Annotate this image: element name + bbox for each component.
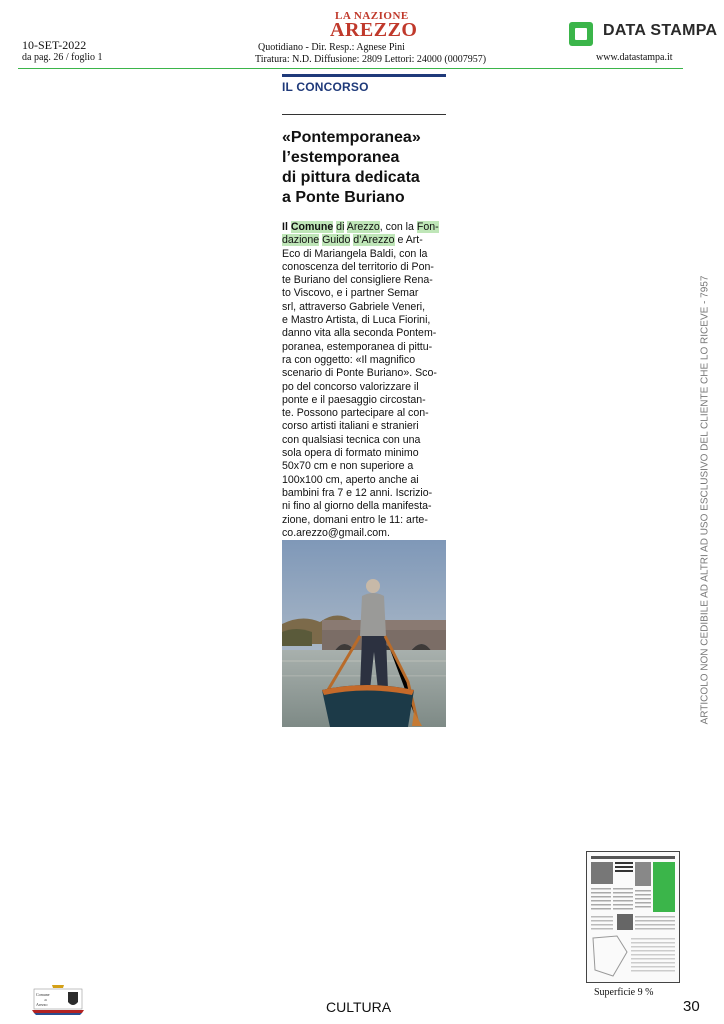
body-line: danno vita alla seconda Pontem- xyxy=(282,327,437,340)
highlight-guido: Guido xyxy=(322,234,351,247)
highlight-d-arezzo: d’Arezzo xyxy=(353,234,395,247)
masthead-main: AREZZO xyxy=(330,19,418,41)
body-line: te Buriano del consigliere Rena- xyxy=(282,274,433,287)
highlight-fondazione: Fon- xyxy=(416,221,439,233)
datastampa-logo-icon xyxy=(569,22,593,46)
body-text: e Art- xyxy=(394,234,423,247)
thumbnail-caption: Superficie 9 % xyxy=(594,987,654,998)
highlight-comune: Comune xyxy=(290,221,334,233)
body-line: ponte e il paesaggio circostan- xyxy=(282,393,426,406)
body-line xyxy=(282,221,446,234)
body-line: te. Possono partecipare al con- xyxy=(282,407,429,420)
body-text: , con la xyxy=(379,221,417,233)
clip-date: 10-SET-2022 xyxy=(22,38,87,52)
body-line: co.arezzo@gmail.com. xyxy=(282,526,390,539)
page-thumbnail xyxy=(586,851,680,983)
header-divider xyxy=(18,68,683,69)
body-line: zione, domani entro le 11: arte- xyxy=(282,513,428,526)
clip-pages: da pag. 26 / foglio 1 xyxy=(22,52,103,63)
crest-line3: Arezzo xyxy=(36,1002,48,1007)
body-line: to Viscovo, e i partner Semar xyxy=(282,287,419,300)
body-line xyxy=(282,234,446,247)
headline-line: a Ponte Buriano xyxy=(282,189,405,206)
body-line: 100x100 cm, aperto anche ai xyxy=(282,473,419,486)
copyright-notice-text: ARTICOLO NON CEDIBILE AD ALTRI AD USO ESCLUSIVO DEL CLIENTE CHE LO RICEVE - 7957 xyxy=(699,275,711,725)
datastampa-logo-text: DATA STAMPA xyxy=(603,22,718,39)
copyright-notice xyxy=(697,275,713,725)
body-line: sola opera di formato minimo xyxy=(282,447,419,460)
article-photo xyxy=(282,540,446,727)
body-line: 50x70 cm e non superiore a xyxy=(282,460,414,473)
body-line: corso artisti italiani e stranieri xyxy=(282,420,419,433)
page-number: 30 xyxy=(683,998,700,1015)
body-line: po del concorso valorizzare il xyxy=(282,380,419,393)
photo-man-on-boat xyxy=(282,540,446,727)
comune-arezzo-logo xyxy=(30,984,86,1016)
body-line: poranea, estemporanea di pittu- xyxy=(282,340,433,353)
headline-rule xyxy=(282,114,446,115)
datastampa-website: www.datastampa.it xyxy=(596,52,673,63)
headline-line: di pittura dedicata xyxy=(282,169,420,186)
body-line: Eco di Mariangela Baldi, con la xyxy=(282,247,428,260)
highlight-arezzo: Arezzo xyxy=(346,221,380,233)
headline-line: l’estemporanea xyxy=(282,149,400,166)
crest-line2: di xyxy=(44,998,47,1002)
body-line: srl, attraverso Gabriele Veneri, xyxy=(282,300,426,313)
body-line: con qualsiasi tecnica con una xyxy=(282,433,421,446)
highlight-fondazione-2: dazione xyxy=(282,234,320,247)
publication-info-line1: Quotidiano - Dir. Resp.: Agnese Pini xyxy=(258,42,405,53)
crest-line1: Comune xyxy=(36,992,50,997)
footer-section: CULTURA xyxy=(326,999,392,1015)
section-bar xyxy=(282,74,446,77)
body-line: conoscenza del territorio di Pon- xyxy=(282,260,434,273)
headline-line: «Pontemporanea» xyxy=(282,129,421,146)
body-line: ra con oggetto: «Il magnifico xyxy=(282,353,416,366)
comune-crest-icon xyxy=(30,984,86,1016)
body-line: ni fino al giorno della manifesta- xyxy=(282,500,432,513)
page-thumbnail-image xyxy=(587,852,679,982)
body-text: Il xyxy=(282,221,291,233)
highlight-di: di xyxy=(336,221,345,233)
body-line: e Mastro Artista, di Luca Fiorini, xyxy=(282,314,431,327)
article-headline xyxy=(282,128,452,208)
body-line: scenario di Ponte Buriano». Sco- xyxy=(282,367,437,380)
masthead-top: LA NAZIONE xyxy=(335,10,409,22)
section-label: IL CONCORSO xyxy=(282,80,369,94)
body-line: bambini fra 7 e 12 anni. Iscrizio- xyxy=(282,486,433,499)
publication-info-line2: Tiratura: N.D. Diffusione: 2809 Lettori: 24000 (0007957) xyxy=(255,54,487,65)
article-body xyxy=(282,221,446,540)
